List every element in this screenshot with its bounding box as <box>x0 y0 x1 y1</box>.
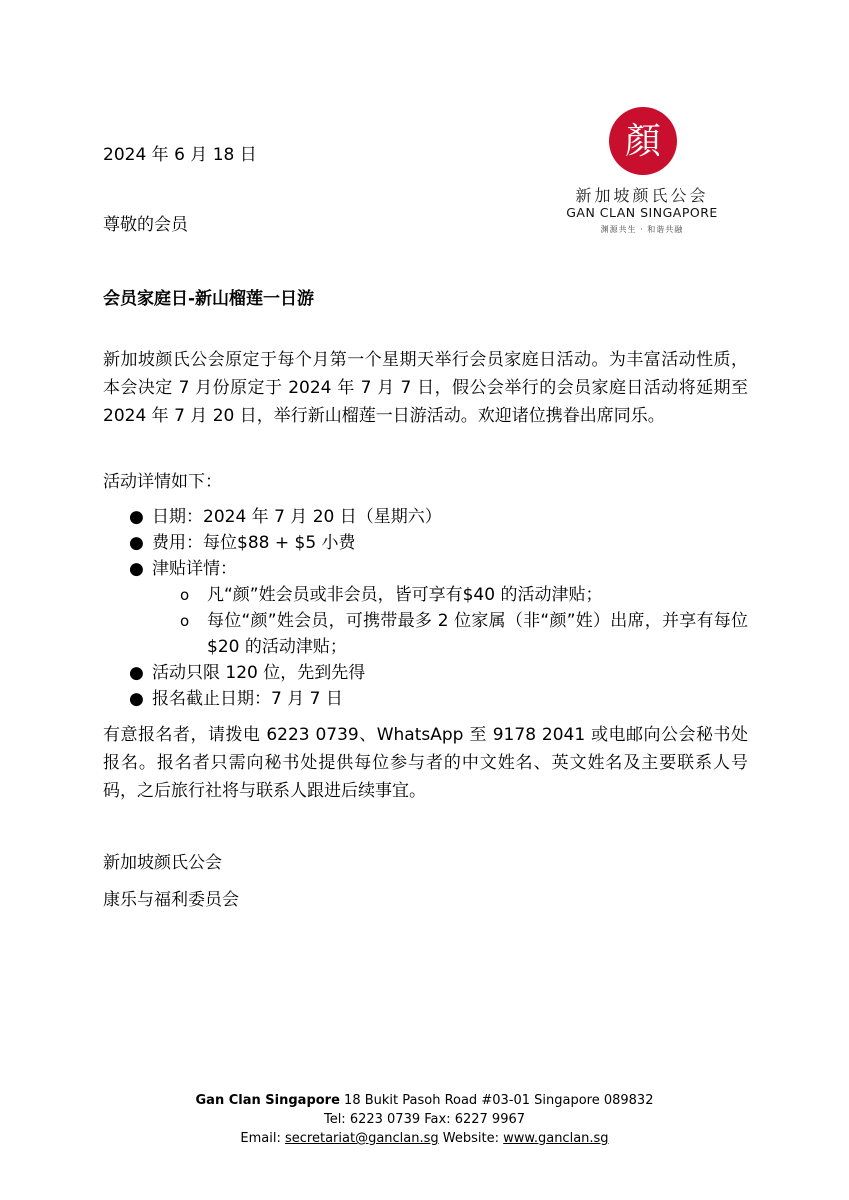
footer-contact-line <box>0 1131 849 1146</box>
logo-name-chinese: 新加坡颜氏公会 <box>575 186 709 205</box>
logo-tagline: 渊源共生 · 和谐共融 <box>600 225 684 234</box>
intro-paragraph: 新加坡颜氏公会原定于每个月第一个星期天举行会员家庭日活动。为丰富活动性质，本会决定 7 月份原定于 2024 年 7 月 7 日，假公会举行的会员家庭日活动将延期至 2024 年 7 月 20 日，举行新山榴莲一日游活动。欢迎诸位携眷出席同乐。 <box>103 350 748 426</box>
signoff-organisation: 新加坡颜氏公会 <box>103 853 222 873</box>
list-item <box>103 660 748 686</box>
bullet-icon: ● <box>129 507 144 527</box>
list-item <box>103 530 748 556</box>
footer-website-label: Website: <box>442 1131 499 1146</box>
logo-name-english: GAN CLAN SINGAPORE <box>566 205 718 220</box>
circle-bullet-icon: o <box>180 586 190 604</box>
list-item <box>152 608 748 660</box>
circle-bullet-icon: o <box>180 612 190 630</box>
list-item <box>103 686 748 712</box>
registration-paragraph: 有意报名者，请拨电 6223 0739、WhatsApp 至 9178 2041 或电邮向公会秘书处报名。报名者只需向秘书处提供每位参与者的中文姓名、英文姓名及主要联系人号码，之后旅行社将与联系人跟进后续事宜。 <box>103 725 748 801</box>
footer-org-name: Gan Clan Singapore <box>195 1093 340 1108</box>
clan-logo-seal <box>608 106 678 176</box>
list-item <box>152 582 748 608</box>
bullet-icon: ● <box>129 663 144 683</box>
subsidy-heading: 津贴详情： <box>152 559 237 579</box>
list-item <box>103 556 748 660</box>
details-list <box>103 504 748 712</box>
footer-address-line <box>0 1093 849 1108</box>
seal-glyph: 顏 <box>624 121 662 162</box>
bullet-icon: ● <box>129 533 144 553</box>
details-intro: 活动详情如下： <box>103 472 222 492</box>
subsidy-item-2: 每位“颜”姓会员，可携带最多 2 位家属（非“颜”姓）出席，并享有每位$20 的活动津贴； <box>207 611 748 657</box>
list-item <box>103 504 748 530</box>
subsidy-list <box>152 582 748 660</box>
footer-tel-fax: Tel: 6223 0739 Fax: 6227 9967 <box>323 1112 526 1127</box>
participant-limit: 活动只限 120 位，先到先得 <box>152 663 366 683</box>
bullet-icon: ● <box>129 689 144 709</box>
salutation: 尊敬的会员 <box>103 215 188 235</box>
bullet-icon: ● <box>129 559 144 579</box>
subsidy-item-1: 凡“颜”姓会员或非会员，皆可享有$40 的活动津贴； <box>207 585 603 605</box>
letter-title: 会员家庭日-新山榴莲一日游 <box>103 289 315 309</box>
signoff-committee: 康乐与福利委员会 <box>103 890 239 910</box>
seal-graphic <box>608 106 678 176</box>
registration-deadline: 报名截止日期：7 月 7 日 <box>152 689 343 709</box>
event-fee: 费用：每位$88 + $5 小费 <box>152 533 356 553</box>
event-date: 日期：2024 年 7 月 20 日（星期六） <box>152 507 442 527</box>
footer-address: 18 Bukit Pasoh Road #03-01 Singapore 089832 <box>344 1093 654 1108</box>
footer-email-label: Email: <box>240 1131 281 1146</box>
footer-website-link[interactable]: www.ganclan.sg <box>503 1131 609 1146</box>
letter-date: 2024 年 6 月 18 日 <box>103 145 257 165</box>
footer-email-link[interactable]: secretariat@ganclan.sg <box>285 1131 439 1146</box>
